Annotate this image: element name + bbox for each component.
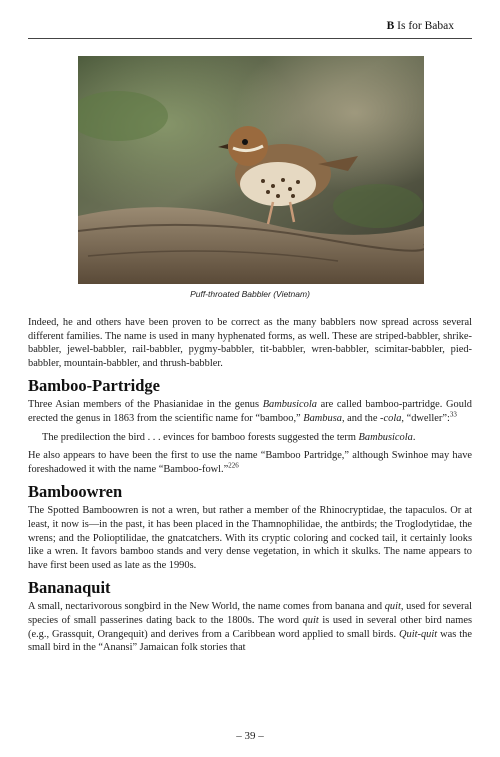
intro-paragraph: Indeed, he and others have been proven to be correct as the many babblers now spread across several different families. The name is used in many hyphenated forms, as well. These are striped-babbler, shrike-babbler, jewel-babbler, rail-babbler, pygmy-babbler, tit-babbler, wren-babbler, scimitar-babbler, pied-babbler, mountain-babbler, and thrush-babbler. <box>28 317 472 369</box>
page-number: – 39 – <box>236 730 264 742</box>
header-rule <box>28 38 472 39</box>
bananaquit-paragraph: A small, nectarivorous songbird in the New World, the name comes from banana and quit, used for several species of small passerines dating back to the 1800s. The word quit is used in several other bird names (e.g., Grassquit, Orangequit) and derives from a Caribbean word applied to small birds. Quit-quit was the small bird in the “Anansi” Jamaican folk stories that <box>28 601 473 654</box>
bird-photo <box>78 56 424 284</box>
bamboo-partridge-paragraph: Three Asian members of the Phasianidae in the genus Bambusicola are called bamboo-partridge. Gould erected the genus in 1863 from the scientific name for “bamboo,” Bambusa, and the -cola, “dweller”:$^{33}$ <box>28 399 472 424</box>
heading-bamboo-partridge: Bamboo-Partridge <box>28 376 160 396</box>
running-head <box>387 20 454 32</box>
heading-bananaquit: Bananaquit <box>28 578 111 598</box>
running-head-title: Is for Babax <box>397 20 454 32</box>
running-head-letter: B <box>386 20 395 32</box>
block-quote: The predilection the bird . . . evinces for bamboo forests suggested the term Bambusicola. <box>42 431 416 443</box>
body-text <box>28 316 472 660</box>
bamboo-partridge-paragraph-2: He also appears to have been the first to use the name “Bamboo Partridge,” although Swinhoe may have foreshadowed it with the name “Bamboo-fowl.”$^{226}$ <box>28 450 472 475</box>
heading-bamboowren: Bamboowren <box>28 482 123 502</box>
bamboowren-paragraph: The Spotted Bamboowren is not a wren, but rather a member of the Rhinocryptidae, the tapaculos. Or at least, it now is—in the past, it has been placed in the Thamnophilidae, the antbirds; the Troglodytidae, the wrens; and the Polioptilidae, the gnatcatchers. With its cryptic coloring and cocked tail, it certainly looks like a wren. It favors bamboo stands and very dense vegetation, in which it skulks. The name appears to have first been used as late as the 1990s. <box>28 505 472 571</box>
footnote-ref: 226 <box>228 461 239 470</box>
footnote-ref: 33 <box>449 410 457 419</box>
figure-caption: Puff-throated Babbler (Vietnam) <box>190 289 310 299</box>
